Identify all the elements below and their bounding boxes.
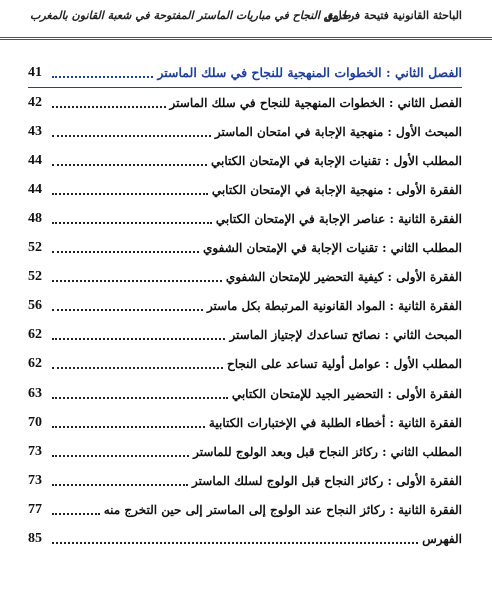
toc-row[interactable] — [28, 117, 462, 146]
toc-entry-title: الفقرة الأولى : كيفية التحضير للإمتحان الشفوي — [225, 270, 462, 285]
toc-page-number: 42 — [28, 94, 42, 110]
toc-row[interactable] — [28, 263, 462, 292]
toc-page-number: 43 — [28, 123, 42, 139]
toc-entry-title: الفقرة الأولى : التحضير الجيد للإمتحان الكتابي — [231, 386, 462, 401]
toc-row[interactable] — [28, 495, 462, 524]
toc-row[interactable] — [28, 379, 462, 408]
dot-leader — [52, 106, 166, 108]
dot-leader — [52, 76, 153, 78]
dot-leader — [52, 426, 205, 428]
dot-leader — [52, 484, 188, 486]
toc-page-number: 62 — [28, 356, 42, 372]
toc-page-number: 52 — [28, 240, 42, 256]
toc-entry-title: الفقرة الثانية : عناصر الإجابة في الإمتحان الكتابي — [215, 212, 462, 227]
dot-leader — [52, 309, 203, 311]
toc-page-number: 63 — [28, 385, 42, 401]
page-header — [0, 0, 492, 40]
toc-row[interactable] — [28, 146, 462, 175]
dot-leader — [52, 542, 418, 544]
toc-entry-title: المطلب الأول : تقنيات الإجابة في الإمتحان الكتابي — [211, 153, 462, 168]
dot-leader — [52, 367, 223, 369]
toc-row[interactable] — [28, 437, 462, 466]
toc-page-number: 85 — [28, 531, 42, 547]
toc-row[interactable] — [28, 204, 462, 233]
dot-leader — [52, 397, 228, 399]
toc-page-number: 41 — [28, 64, 42, 80]
toc-entry-title: الفقرة الثانية : ركائز النجاح عند الولوج إلى الماستر إلى حين التخرج منه — [103, 502, 462, 517]
dot-leader — [52, 513, 100, 515]
toc-entry-title: الفقرة الثانية : أخطاء الطلبة في الإختبارات الكتابية — [208, 415, 462, 430]
toc-row[interactable] — [28, 321, 462, 350]
toc-entry-title: الفقرة الأولى : ركائز النجاح قبل الولوج لسلك الماستر — [192, 473, 462, 488]
dot-leader — [52, 338, 225, 340]
toc-entry-title: المطلب الثاني : تقنيات الإجابة في الإمتحان الشفوي — [203, 241, 462, 256]
toc-row[interactable] — [28, 58, 462, 88]
toc-page-number: 56 — [28, 298, 42, 314]
dot-leader — [52, 222, 212, 224]
toc-entry-title: المبحث الأول : منهجية الإجابة في امتحان الماستر — [214, 124, 462, 139]
toc-page-number: 62 — [28, 327, 42, 343]
dot-leader — [52, 135, 211, 137]
dot-leader — [52, 164, 207, 166]
toc-page-number: 44 — [28, 152, 42, 168]
header-title: طريق النجاح في مباريات الماستر المفتوحة في شعبة القانون بالمغرب — [30, 9, 351, 22]
toc-row[interactable] — [28, 408, 462, 437]
toc-page-number: 77 — [28, 501, 42, 517]
toc-entry-title: المطلب الأول : عوامل أولية تساعد على النجاح — [227, 357, 462, 372]
toc-page-number: 70 — [28, 414, 42, 430]
dot-leader — [52, 251, 199, 253]
toc-entry-title: الفقرة الأولى : منهجية الإجابة في الإمتحان الكتابي — [211, 182, 462, 197]
toc-row[interactable] — [28, 525, 462, 554]
toc-row[interactable] — [28, 88, 462, 117]
toc-entry-title: الفصل الثاني : الخطوات المنهجية للنجاح في سلك الماستر — [169, 95, 462, 110]
toc-entry-title: الفقرة الثانية : المواد القانونية المرتبطة بكل ماستر — [206, 299, 462, 314]
header-author: الباحثة القانونية فتيحة فرحاوي — [324, 9, 462, 22]
toc-row[interactable] — [28, 350, 462, 379]
toc-page-number: 73 — [28, 443, 42, 459]
dot-leader — [52, 455, 189, 457]
toc-entry-title: المبحث الثاني : نصائح تساعدك لإجتياز الماستر — [229, 328, 462, 343]
toc-page-number: 73 — [28, 472, 42, 488]
toc-entry-title: الفصل الثاني : الخطوات المنهجية للنجاح في سلك الماستر — [157, 65, 462, 81]
toc-row[interactable] — [28, 175, 462, 204]
toc-entry-title: الفهرس — [422, 532, 462, 547]
dot-leader — [52, 280, 222, 282]
toc-page-number: 44 — [28, 181, 42, 197]
toc-page-number: 52 — [28, 269, 42, 285]
toc-entry-title: المطلب الثاني : ركائز النجاح قبل وبعد الولوج للماستر — [193, 444, 462, 459]
dot-leader — [52, 193, 208, 195]
table-of-contents — [28, 58, 462, 554]
toc-row[interactable] — [28, 466, 462, 495]
toc-page-number: 48 — [28, 211, 42, 227]
toc-row[interactable] — [28, 292, 462, 321]
toc-row[interactable] — [28, 234, 462, 263]
